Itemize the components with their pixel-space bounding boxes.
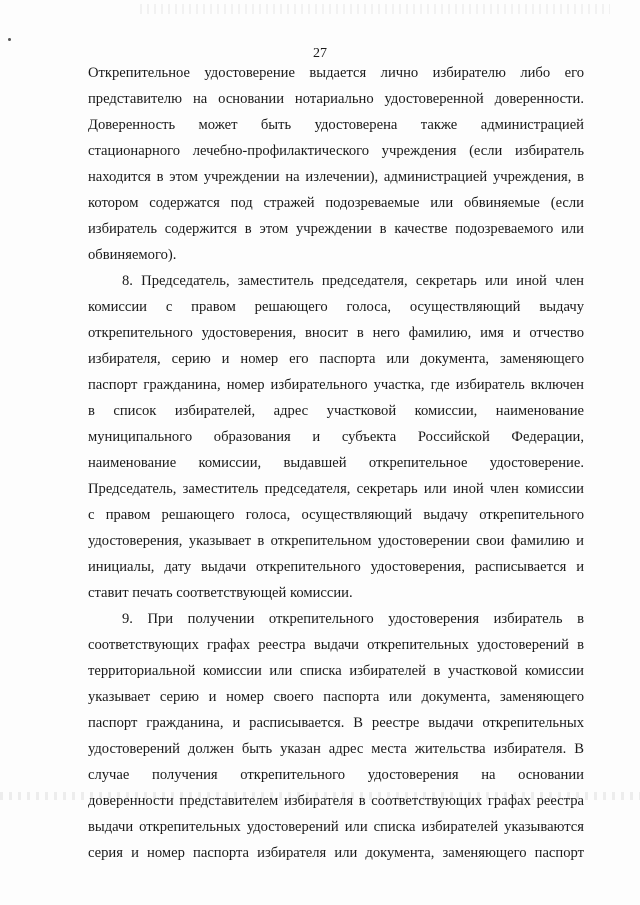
text-line: котором содержатся под стражей подозреваемые или обвиняемые (если (88, 195, 584, 211)
page-number: 27 (313, 46, 327, 61)
text-line: серия и номер паспорта избирателя или документа, заменяющего паспорт (88, 845, 584, 861)
text-line: удостоверений должен быть указан адрес места жительства избирателя. В (88, 741, 584, 757)
text-line: паспорт гражданина, номер избирательного участка, где избиратель включен (88, 377, 584, 393)
text-line: территориальной комиссии или списка избирателей в участковой комиссии (88, 663, 584, 679)
paragraph-8-first-line: 8. Председатель, заместитель председателя, секретарь или иной член (122, 273, 584, 289)
text-line: представителю на основании нотариально удостоверенной доверенности. (88, 91, 584, 107)
text-line: стационарного лечебно-профилактического учреждения (если избиратель (88, 143, 584, 159)
text-line: доверенности представителем избирателя в соответствующих графах реестра (88, 793, 584, 809)
text-line: ставит печать соответствующей комиссии. (88, 585, 353, 601)
scan-speck (8, 38, 11, 41)
text-line: Председатель, заместитель председателя, секретарь или иной член комиссии (88, 481, 584, 497)
text-line: избирателя, серию и номер его паспорта или документа, заменяющего (88, 351, 584, 367)
text-line: муниципального образования и субъекта Российской Федерации, (88, 429, 584, 445)
text-line: указывает серию и номер своего паспорта или документа, заменяющего (88, 689, 584, 705)
text-line: избиратель содержится в этом учреждении в качестве подозреваемого или (88, 221, 584, 237)
text-line: удостоверения, указывает в открепительном удостоверении свои фамилию и (88, 533, 584, 549)
scan-noise-top (140, 4, 610, 14)
text-line: инициалы, дату выдачи открепительного удостоверения, расписывается и (88, 559, 584, 575)
text-line: паспорт гражданина, и расписывается. В реестре выдачи открепительных (88, 715, 584, 731)
text-line: случае получения открепительного удостоверения на основании (88, 767, 584, 783)
text-line: комиссии с правом решающего голоса, осуществляющий выдачу (88, 299, 584, 315)
text-line: находится в этом учреждении на излечении), администрацией учреждения, в (88, 169, 584, 185)
text-line: Открепительное удостоверение выдается лично избирателю либо его (88, 65, 584, 81)
text-line: наименование комиссии, выдавшей открепительное удостоверение. (88, 455, 584, 471)
text-line: с правом решающего голоса, осуществляющий выдачу открепительного (88, 507, 584, 523)
text-line: соответствующих графах реестра выдачи открепительных удостоверений в (88, 637, 584, 653)
text-line: Доверенность может быть удостоверена также администрацией (88, 117, 584, 133)
text-line: в список избирателей, адрес участковой комиссии, наименование (88, 403, 584, 419)
text-line: открепительного удостоверения, вносит в него фамилию, имя и отчество (88, 325, 584, 341)
text-line: выдачи открепительных удостоверений или списка избирателей указываются (88, 819, 584, 835)
paragraph-9-first-line: 9. При получении открепительного удостоверения избиратель в (122, 611, 584, 627)
text-line: обвиняемого). (88, 247, 177, 263)
